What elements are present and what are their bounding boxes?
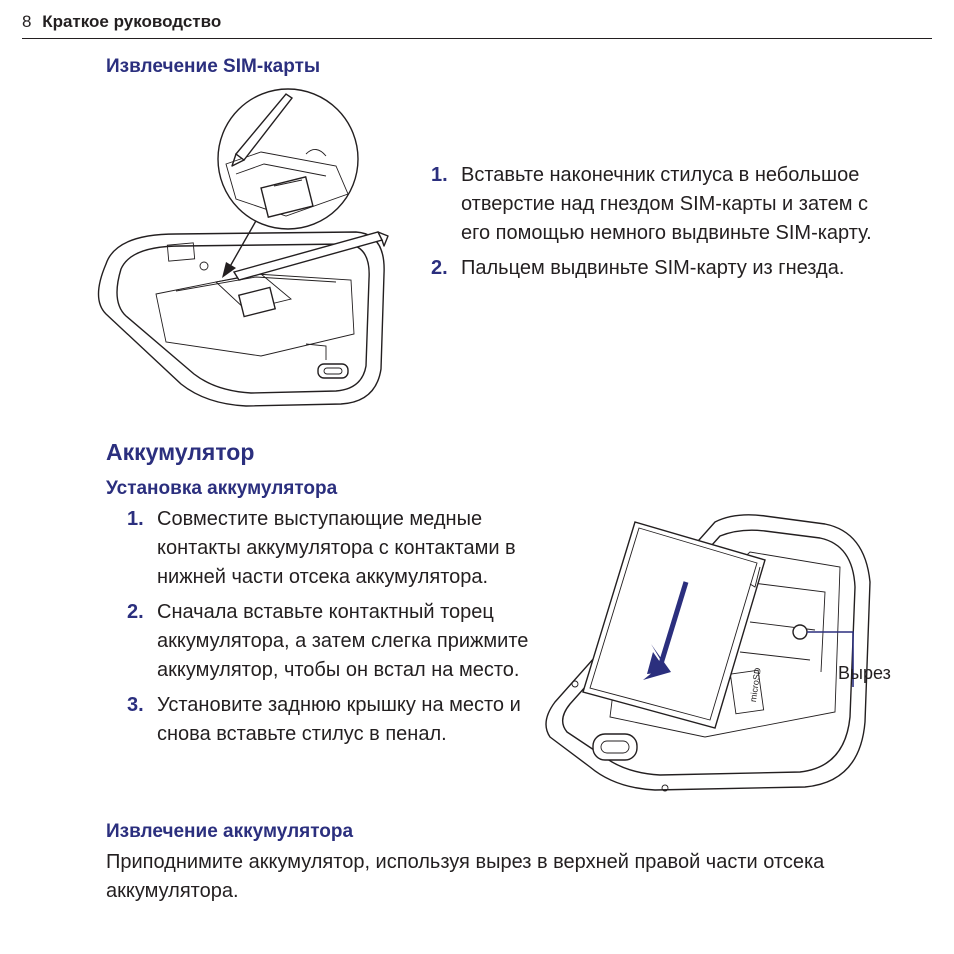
step-number: 2. (127, 601, 144, 623)
battery-install-title: Установка аккумулятора (106, 478, 338, 499)
step-text: Вставьте наконечник стилуса в небольшое отверстие над гнездом SIM-карты и затем с его помощью немного выдвиньте SIM-карту. (461, 164, 872, 244)
step-text: Сначала вставьте контактный торец аккумулятора, а затем слегка прижмите аккумулятор, чтобы он встал на место. (157, 601, 529, 681)
battery-remove-text: Приподнимите аккумулятор, используя вырез в верхней правой части отсека аккумулятора. (106, 851, 825, 902)
battery-remove-title: Извлечение аккумулятора (106, 821, 354, 842)
list-item (431, 161, 901, 248)
running-title: Краткое руководство (42, 12, 222, 31)
step-number: 3. (127, 694, 144, 716)
step-number: 2. (431, 257, 448, 279)
step-text: Совместите выступающие медные контакты аккумулятора с контактами в нижней части отсека аккумулятора. (157, 508, 516, 588)
header-rule (22, 38, 932, 39)
step-number: 1. (431, 164, 448, 186)
step-number: 1. (127, 508, 144, 530)
sim-steps-list (431, 161, 901, 289)
page-number: 8 (22, 12, 32, 31)
sim-removal-illustration (86, 84, 396, 414)
step-text: Установите заднюю крышку на место и снова вставьте стилус в пенал. (157, 694, 521, 745)
microsd-label: microSD (748, 667, 763, 703)
cutout-callout-label: Вырез (838, 663, 891, 683)
step-text: Пальцем выдвиньте SIM-карту из гнезда. (461, 257, 845, 279)
list-item (431, 254, 901, 283)
list-item (127, 691, 537, 749)
list-item (127, 598, 537, 685)
sim-section-title: Извлечение SIM-карты (106, 56, 321, 77)
battery-section-title: Аккумулятор (106, 439, 255, 465)
list-item (127, 505, 537, 592)
page-header (22, 12, 221, 32)
battery-install-illustration (535, 512, 880, 802)
battery-install-steps (127, 505, 537, 755)
